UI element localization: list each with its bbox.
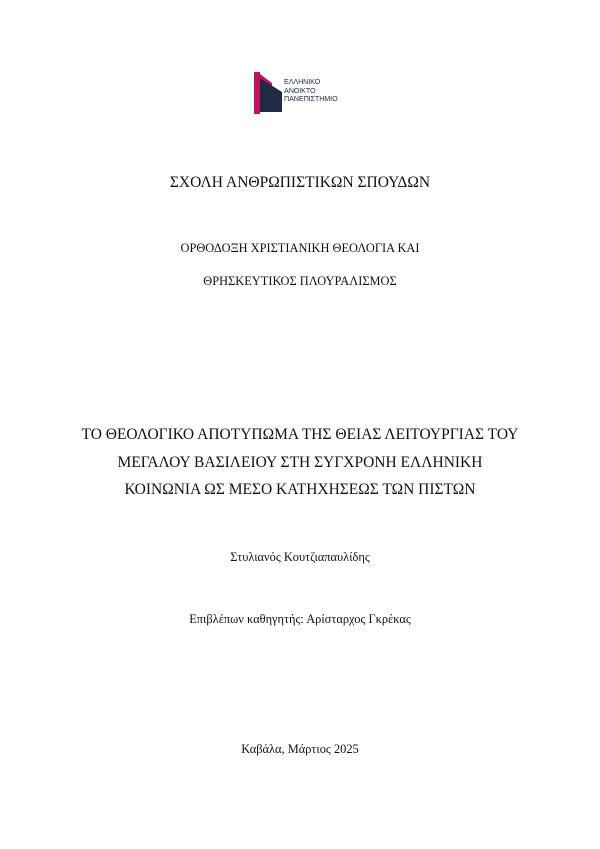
author-name: Στυλιανός Κουτζιαπαυλίδης	[230, 550, 370, 564]
thesis-title-line-2: ΜΕΓΑΛΟΥ ΒΑΣΙΛΕΙΟΥ ΣΤΗ ΣΥΓΧΡΟΝΗ ΕΛΛΗΝΙΚΗ	[117, 453, 483, 471]
supervisor-line: Επιβλέπων καθηγητής: Αρίσταρχος Γκρέκας	[189, 612, 411, 626]
program-name-line-1: ΟΡΘΟΔΟΞΗ ΧΡΙΣΤΙΑΝΙΚΗ ΘΕΟΛΟΓΙΑ ΚΑΙ	[180, 241, 420, 255]
thesis-title-line-3: ΚΟΙΝΩΝΙΑ ΩΣ ΜΕΣΟ ΚΑΤΗΧΗΣΕΩΣ ΤΩΝ ΠΙΣΤΩΝ	[124, 481, 476, 498]
program-name-line-2: ΘΡΗΣΚΕΥΤΙΚΟΣ ΠΛΟΥΡΑΛΙΣΜΟΣ	[203, 274, 397, 288]
thesis-title	[0, 421, 600, 504]
logo-line-2: ΑΝΟΙΚΤΟ	[284, 85, 316, 95]
university-logo-mark-icon	[254, 70, 284, 114]
university-logo	[254, 70, 354, 114]
university-logo-text	[284, 78, 338, 104]
school-name: ΣΧΟΛΗ ΑΝΘΡΩΠΙΣΤΙΚΩΝ ΣΠΟΥΔΩΝ	[169, 174, 431, 191]
logo-line-3: ΠΑΝΕΠΙΣΤΗΜΙΟ	[284, 94, 338, 104]
place-date: Καβάλα, Μάρτιος 2025	[241, 742, 359, 756]
thesis-title-line-1: ΤΟ ΘΕΟΛΟΓΙΚΟ ΑΠΟΤΥΠΩΜΑ ΤΗΣ ΘΕΙΑΣ ΛΕΙΤΟΥΡΓΙΑΣ ΤΟΥ	[81, 426, 519, 443]
logo-line-1: ΕΛΛΗΝΙΚΟ	[284, 77, 321, 86]
